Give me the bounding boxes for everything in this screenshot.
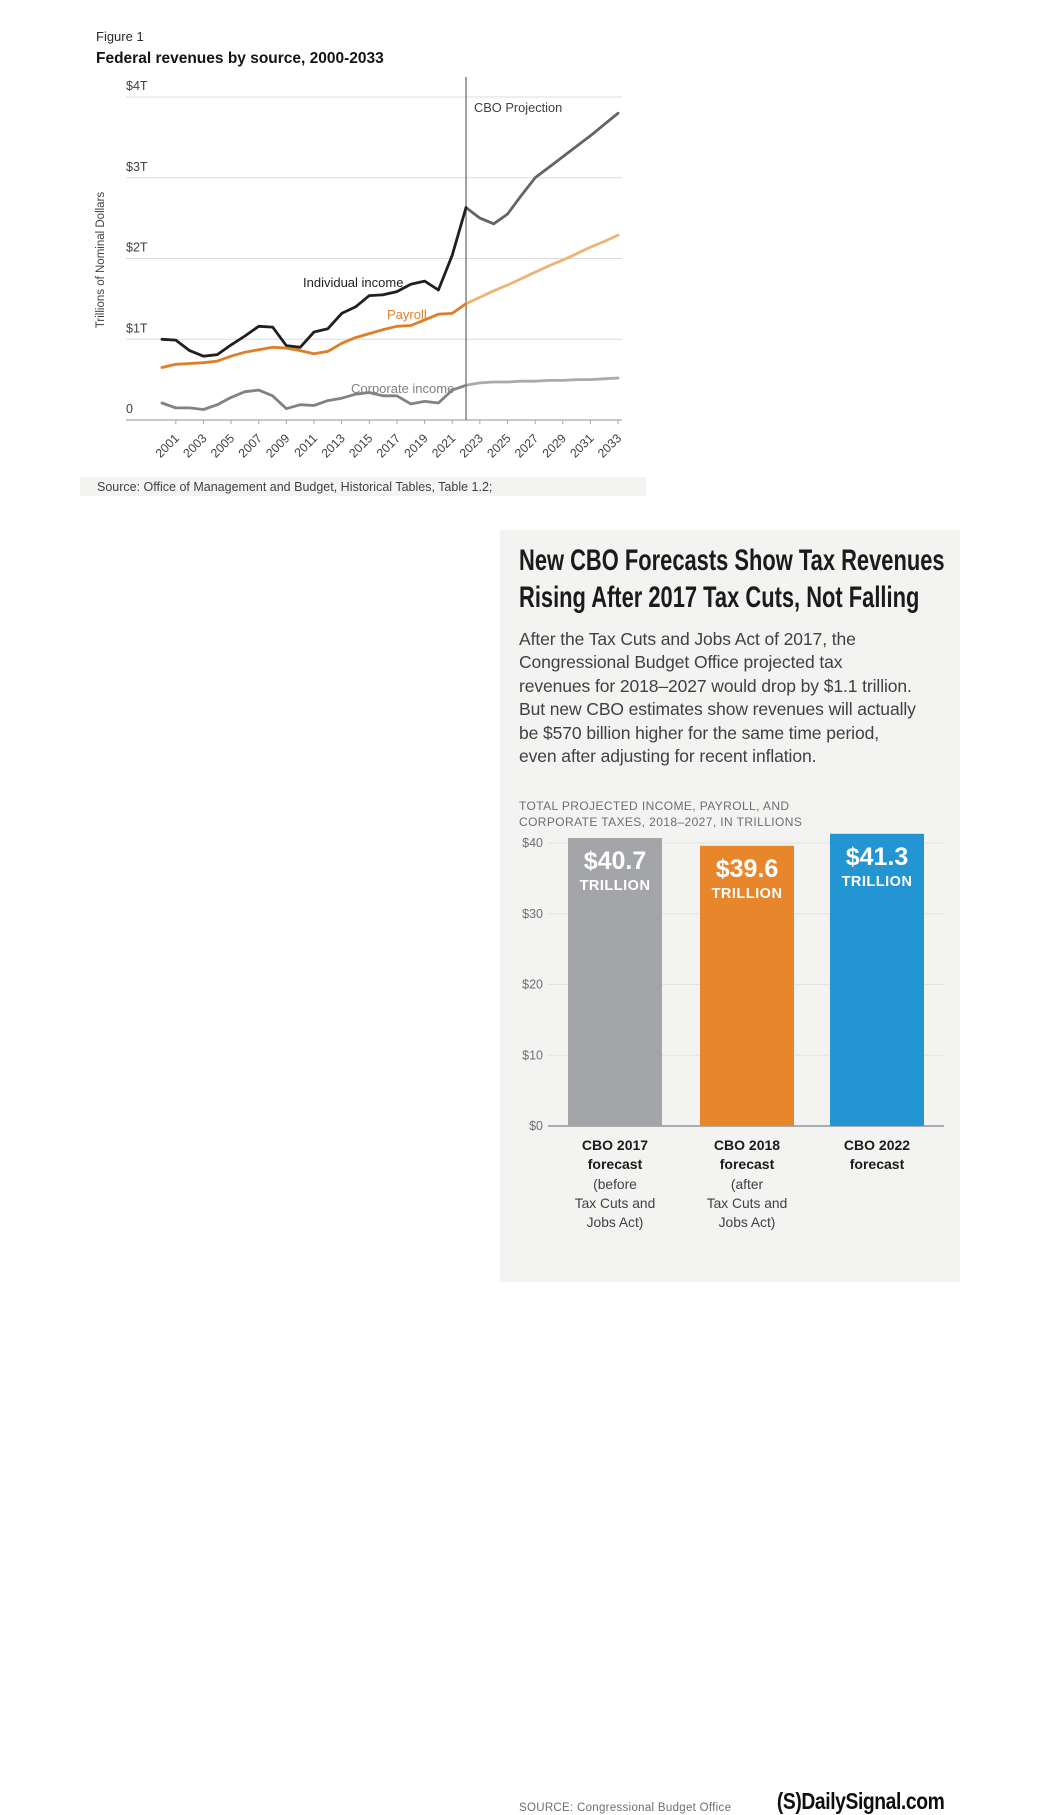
- bar-value-label: $39.6: [715, 854, 779, 883]
- y-tick-label: $1T: [126, 321, 148, 336]
- category-sub-line: Jobs Act): [586, 1215, 644, 1231]
- series-label-corporate-income: Corporate income: [351, 381, 455, 396]
- cbo-forecast-card: [500, 530, 960, 1814]
- x-tick-label: 2005: [207, 431, 238, 461]
- category-bold-line: CBO 2017: [581, 1137, 649, 1153]
- figure-label: Figure 1: [96, 29, 144, 44]
- revenue-line-chart: [88, 70, 646, 470]
- bar-chart-title-line: TOTAL PROJECTED INCOME, PAYROLL, AND: [519, 799, 790, 813]
- bar-category-label: [672, 1136, 822, 1232]
- y-tick-label: $4T: [126, 79, 148, 93]
- bar-y-tick-label: $20: [522, 977, 543, 992]
- daily-signal-logo-mark: (S): [776, 1788, 802, 1814]
- figure-title: Federal revenues by source, 2000-2033: [96, 50, 384, 67]
- bar-chart-title: [519, 799, 802, 830]
- body-line: be $570 billion higher for the same time period,: [519, 722, 880, 743]
- x-ticks: [153, 420, 625, 460]
- bar-unit-label: TRILLION: [841, 873, 913, 890]
- x-tick-label: 2007: [235, 431, 265, 461]
- forecast-bar-chart: [500, 833, 960, 1133]
- bar-y-tick-label: $0: [529, 1119, 543, 1133]
- bar-category-label: [802, 1136, 952, 1175]
- category-bold-line: CBO 2018: [713, 1137, 781, 1153]
- category-sub-line: Tax Cuts and: [574, 1195, 656, 1211]
- category-bold-line: forecast: [719, 1156, 775, 1173]
- x-tick-label: 2003: [180, 431, 210, 461]
- projection-label: CBO Projection: [474, 100, 563, 115]
- bar-category-labels: [500, 1136, 960, 1256]
- x-tick-label: 2025: [484, 431, 514, 461]
- series-label-individual-income: Individual income: [303, 275, 404, 290]
- card-body-text: [519, 628, 916, 768]
- x-tick-label: 2009: [263, 431, 293, 461]
- bar-y-tick-label: $30: [522, 906, 543, 921]
- card-source: SOURCE: Congressional Budget Office: [519, 1802, 732, 1814]
- category-sub-line: (before: [593, 1176, 637, 1192]
- x-tick-label: 2027: [512, 431, 542, 461]
- category-sub-line: Tax Cuts and: [706, 1195, 788, 1211]
- body-line: But new CBO estimates show revenues will actually: [519, 699, 916, 720]
- bar-y-tick-label: $40: [522, 836, 543, 850]
- figure-source-band: [80, 477, 646, 496]
- category-bold-line: forecast: [849, 1156, 905, 1173]
- x-tick-label: 2023: [456, 431, 486, 461]
- x-tick-label: 2015: [346, 431, 376, 461]
- y-tick-label: $3T: [126, 159, 148, 174]
- y-tick-label: 0: [126, 402, 133, 416]
- x-tick-label: 2017: [373, 431, 404, 461]
- bar-unit-label: TRILLION: [579, 878, 651, 895]
- category-sub-line: Jobs Act): [718, 1215, 776, 1231]
- series-label-payroll: Payroll: [387, 307, 427, 322]
- x-tick-label: 2021: [429, 431, 459, 461]
- bar-chart-title-line: CORPORATE TAXES, 2018–2027, IN TRILLIONS: [519, 814, 803, 829]
- x-tick-label: 2031: [567, 431, 597, 461]
- daily-signal-logo-text: DailySignal.com: [801, 1788, 944, 1814]
- series-line-individual-income: [466, 113, 618, 224]
- x-tick-label: 2019: [401, 431, 431, 461]
- x-tick-label: 2001: [152, 431, 182, 461]
- bar-unit-label: TRILLION: [711, 885, 783, 902]
- headline-line-2: Rising After 2017 Tax Cuts, Not Falling: [519, 580, 920, 614]
- x-tick-label: 2033: [594, 431, 625, 461]
- category-bold-line: forecast: [587, 1156, 643, 1173]
- series-line-payroll: [466, 235, 618, 304]
- card-headline: [519, 543, 957, 616]
- daily-signal-logo: [777, 1788, 944, 1815]
- y-gridlines: [126, 97, 622, 339]
- x-tick-label: 2029: [539, 431, 569, 461]
- body-line: Congressional Budget Office projected tax: [519, 652, 843, 673]
- body-line: even after adjusting for recent inflation.: [519, 746, 817, 767]
- bar-value-label: $40.7: [583, 847, 647, 876]
- category-sub-line: (after: [730, 1176, 764, 1192]
- x-tick-label: 2013: [318, 431, 348, 461]
- bar-category-label: [540, 1136, 690, 1232]
- body-line: revenues for 2018–2027 would drop by $1.1 trillion.: [519, 675, 912, 696]
- body-line: After the Tax Cuts and Jobs Act of 2017, the: [519, 629, 856, 649]
- x-tick-label: 2011: [291, 431, 321, 460]
- figure-source: Source: Office of Management and Budget, Historical Tables, Table 1.2;: [97, 479, 493, 494]
- series-line-corporate-income: [466, 378, 618, 385]
- headline-line-1: New CBO Forecasts Show Tax Revenues: [519, 544, 945, 577]
- category-bold-line: CBO 2022: [843, 1137, 911, 1153]
- y-axis-title: Trillions of Nominal Dollars: [95, 191, 107, 329]
- bar-y-tick-label: $10: [522, 1048, 543, 1063]
- bar-value-label: $41.3: [845, 842, 909, 871]
- y-tick-label: $2T: [126, 240, 148, 255]
